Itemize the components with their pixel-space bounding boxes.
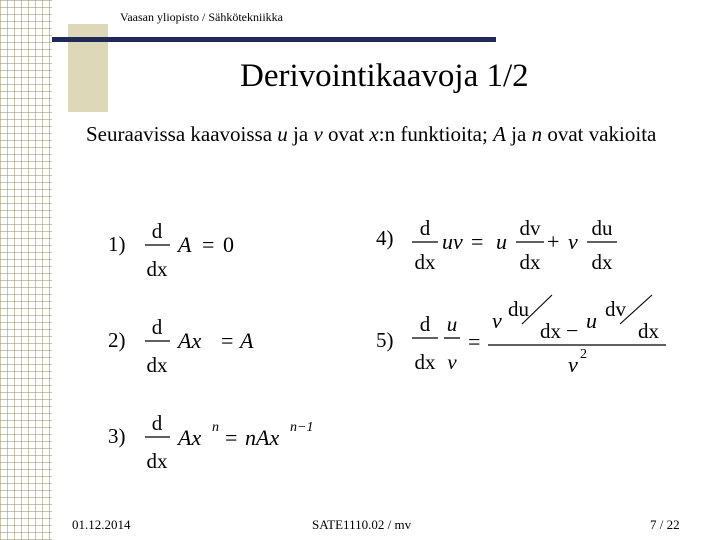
derivative-d: d <box>151 315 163 339</box>
intro-text-part: ovat vakioita <box>542 122 657 146</box>
equals-sign: = <box>202 232 215 257</box>
formula-rhs-exponent: n−1 <box>290 420 314 435</box>
equals-sign: = <box>468 329 481 354</box>
formula-lhs: A <box>178 232 192 257</box>
decorative-grid-strip <box>0 0 52 540</box>
equals-sign: = <box>225 425 238 450</box>
denominator-exponent: 2 <box>580 347 587 362</box>
formula-3 <box>108 400 328 481</box>
formula-5 <box>376 295 676 385</box>
derivative-dv: dv <box>519 216 541 240</box>
formula-number: 1) <box>108 232 126 256</box>
derivative-du: du <box>508 297 529 321</box>
derivative-dv: dv <box>605 297 626 321</box>
formula-2 <box>108 306 268 387</box>
formula-number: 5) <box>376 328 394 352</box>
formula-rhs: 0 <box>223 232 234 257</box>
formula-lhs: Ax <box>178 425 202 450</box>
slide-title: Derivointikaavoja 1/2 <box>240 58 529 94</box>
term-v: v <box>568 229 578 254</box>
numerator-u: u <box>586 308 597 333</box>
derivative-dx: dx <box>414 250 436 274</box>
derivative-d: d <box>151 219 163 243</box>
derivative-d: d <box>419 312 431 336</box>
formula-number: 3) <box>108 424 126 448</box>
intro-text-part: Seuraavissa kaavoissa <box>86 122 278 146</box>
derivative-dx: dx <box>638 319 659 343</box>
fraction-numerator-u: u <box>446 312 458 336</box>
numerator-v: v <box>492 308 502 333</box>
equals-sign: = <box>221 328 234 353</box>
formula-rhs: A <box>240 328 254 353</box>
formula-lhs: Ax <box>178 328 202 353</box>
plus-sign: + <box>547 229 560 254</box>
formula-rhs: nAx <box>245 425 280 450</box>
intro-text-part: ja <box>505 122 532 146</box>
intro-text <box>86 121 686 148</box>
intro-var-n: n <box>531 122 543 146</box>
footer-course: SATE1110.02 / mv <box>312 517 412 532</box>
derivative-dx: dx <box>414 350 436 374</box>
intro-var-x: x <box>369 122 379 146</box>
intro-var-a: A <box>493 122 506 146</box>
formula-number: 4) <box>376 226 394 250</box>
derivative-d: d <box>419 216 431 240</box>
derivative-dx: dx <box>519 250 541 274</box>
intro-text-part: ovat <box>322 122 370 146</box>
derivative-dx: dx <box>146 257 168 281</box>
derivative-dx: dx <box>146 449 168 473</box>
equals-sign: = <box>471 229 484 254</box>
footer-page-number: 7 / 22 <box>650 517 680 532</box>
formula-number: 2) <box>108 328 126 352</box>
footer-date: 01.12.2014 <box>72 517 131 532</box>
derivative-du: du <box>591 216 613 240</box>
fraction-denominator-v: v <box>447 350 457 374</box>
derivative-dx: dx <box>540 319 561 343</box>
term-u: u <box>496 229 507 254</box>
formula-lhs: uv <box>442 229 463 254</box>
derivative-d: d <box>151 411 163 435</box>
header-rule <box>52 37 496 42</box>
intro-var-u: u <box>277 122 288 146</box>
minus-sign: − <box>566 318 579 343</box>
intro-var-v: v <box>313 122 323 146</box>
derivative-dx: dx <box>591 250 613 274</box>
denominator-v: v <box>568 352 578 377</box>
derivative-dx: dx <box>146 353 168 377</box>
formula-4 <box>376 208 626 289</box>
formula-1 <box>108 210 248 291</box>
intro-text-part: :n funktioita; <box>378 122 494 146</box>
formula-lhs-exponent: n <box>212 420 219 435</box>
intro-text-part: ja <box>287 122 314 146</box>
institution-header: Vaasan yliopisto / Sähkötekniikka <box>120 10 283 24</box>
